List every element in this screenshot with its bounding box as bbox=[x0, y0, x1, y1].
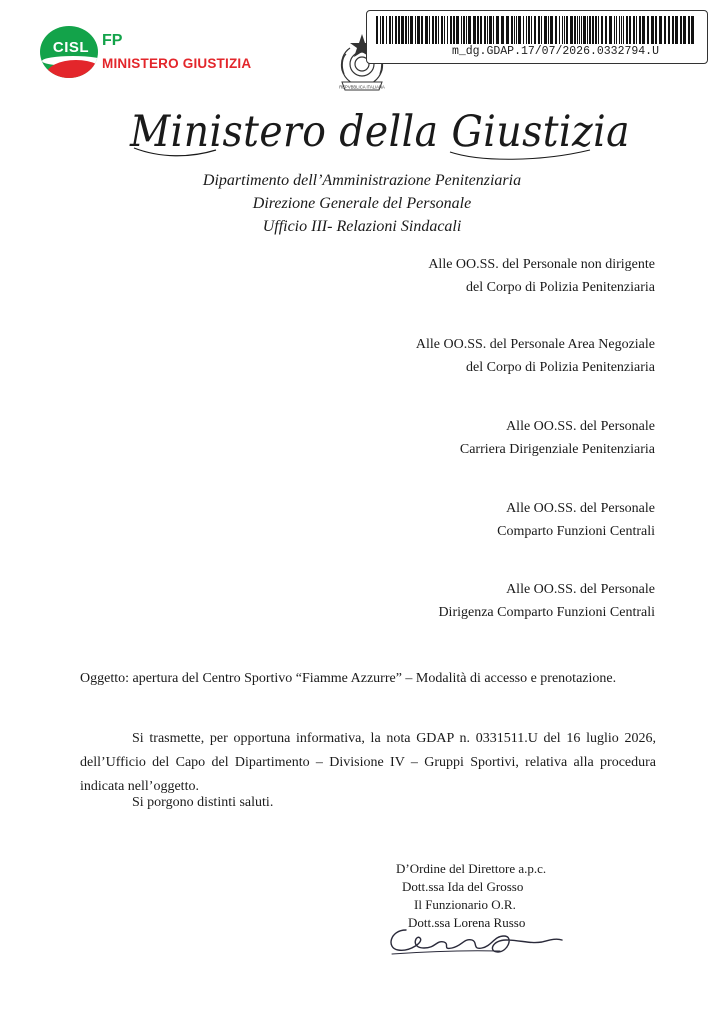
recipient-line: Comparto Funzioni Centrali bbox=[497, 524, 655, 539]
barcode-bar bbox=[392, 16, 393, 44]
barcode-bar bbox=[621, 16, 622, 44]
barcode-bar bbox=[579, 16, 580, 44]
fp-label: FP bbox=[102, 32, 123, 49]
signature-role: Il Funzionario O.R. bbox=[414, 897, 516, 912]
barcode-bar bbox=[534, 16, 536, 44]
recipient-block bbox=[438, 578, 655, 624]
recipient-line: Alle OO.SS. del Personale bbox=[506, 582, 655, 597]
barcode-bar bbox=[398, 16, 400, 44]
barcode-bar bbox=[461, 16, 462, 44]
barcode-bar bbox=[614, 16, 615, 44]
barcode-bar bbox=[516, 16, 517, 44]
recipient-line: Alle OO.SS. del Personale bbox=[506, 501, 655, 516]
recipient-line: del Corpo di Polizia Penitenziaria bbox=[466, 280, 655, 295]
barcode-bar bbox=[473, 16, 476, 44]
barcode-bar bbox=[415, 16, 416, 44]
barcode-bar bbox=[518, 16, 521, 44]
signature-director-name: Dott.ssa Ida del Grosso bbox=[402, 879, 524, 894]
barcode-bar bbox=[601, 16, 603, 44]
barcode-bar bbox=[639, 16, 641, 44]
barcode-bar bbox=[675, 16, 678, 44]
barcode-bar bbox=[636, 16, 637, 44]
barcode-bar bbox=[564, 16, 565, 44]
barcode-bar bbox=[514, 16, 515, 44]
ministry-title-text: Ministero della Giustizia bbox=[129, 107, 630, 157]
barcode-bar bbox=[386, 16, 387, 44]
barcode-bar bbox=[468, 16, 471, 44]
barcode-bar bbox=[659, 16, 662, 44]
barcode-bar bbox=[463, 16, 465, 44]
cisl-fp-logo bbox=[40, 26, 270, 82]
barcode-bar bbox=[421, 16, 423, 44]
barcode-bar bbox=[566, 16, 568, 44]
recipient-line: Alle OO.SS. del Personale bbox=[506, 419, 655, 434]
barcode-bar bbox=[559, 16, 560, 44]
barcode-bar bbox=[493, 16, 494, 44]
cisl-logo-text: CISL bbox=[52, 39, 90, 56]
barcode-bar bbox=[408, 16, 409, 44]
barcode-bar bbox=[438, 16, 439, 44]
ministry-title bbox=[120, 100, 640, 170]
protocol-number: m_dg.GDAP.17/07/2026.0332794.U bbox=[451, 45, 659, 58]
signature-order-line: D’Ordine del Direttore a.p.c. bbox=[396, 861, 547, 876]
barcode-bar bbox=[550, 16, 553, 44]
barcode-bar bbox=[417, 16, 420, 44]
barcode-bar bbox=[655, 16, 657, 44]
barcode-bar bbox=[577, 16, 578, 44]
barcode-icon bbox=[376, 16, 698, 44]
barcode-bar bbox=[647, 16, 649, 44]
barcode-bar bbox=[447, 16, 448, 44]
barcode-bar bbox=[487, 16, 488, 44]
recipient-block bbox=[497, 497, 655, 543]
closing-greeting: Si porgono distinti saluti. bbox=[132, 795, 274, 810]
barcode-bar bbox=[410, 16, 413, 44]
recipient-line: del Corpo di Polizia Penitenziaria bbox=[466, 360, 655, 375]
barcode-bar bbox=[523, 16, 524, 44]
barcode-bar bbox=[672, 16, 674, 44]
barcode-bar bbox=[441, 16, 443, 44]
recipient-block bbox=[416, 333, 655, 379]
barcode-bar bbox=[581, 16, 582, 44]
signature-officer-name: Dott.ssa Lorena Russo bbox=[408, 915, 526, 930]
cisl-logo-oval bbox=[40, 26, 98, 78]
barcode-bar bbox=[683, 16, 686, 44]
barcode-bar bbox=[453, 16, 455, 44]
barcode-bar bbox=[480, 16, 482, 44]
direction-name: Direzione Generale del Personale bbox=[252, 195, 472, 212]
barcode-bar bbox=[489, 16, 492, 44]
barcode-bar bbox=[395, 16, 397, 44]
barcode-bar bbox=[589, 16, 591, 44]
recipient-line: Alle OO.SS. del Personale non dirigente bbox=[428, 257, 655, 272]
barcode-bar bbox=[435, 16, 437, 44]
subject-label: Oggetto: bbox=[80, 671, 129, 686]
barcode-bar bbox=[477, 16, 479, 44]
barcode-bar bbox=[555, 16, 557, 44]
handwritten-signature bbox=[380, 918, 570, 962]
barcode-bar bbox=[429, 16, 430, 44]
barcode-bar bbox=[501, 16, 504, 44]
barcode-bar bbox=[425, 16, 428, 44]
barcode-bar bbox=[511, 16, 513, 44]
barcode-bar bbox=[401, 16, 404, 44]
barcode-bar bbox=[466, 16, 467, 44]
barcode-bar bbox=[382, 16, 384, 44]
barcode-bar bbox=[680, 16, 682, 44]
barcode-bar bbox=[456, 16, 459, 44]
barcode-bar bbox=[587, 16, 588, 44]
barcode-bar bbox=[598, 16, 599, 44]
barcode-bar bbox=[583, 16, 586, 44]
barcode-bar bbox=[544, 16, 547, 44]
barcode-bar bbox=[450, 16, 452, 44]
barcode-bar bbox=[629, 16, 631, 44]
barcode-bar bbox=[664, 16, 666, 44]
department-name: Dipartimento dell’Amministrazione Penitenziaria bbox=[202, 172, 522, 189]
barcode-bar bbox=[633, 16, 635, 44]
svg-text:REPVBBLICA ITALIANA: REPVBBLICA ITALIANA bbox=[339, 84, 385, 90]
barcode-bar bbox=[541, 16, 542, 44]
barcode-bar bbox=[616, 16, 617, 44]
barcode-bar bbox=[389, 16, 391, 44]
barcode-bar bbox=[506, 16, 509, 44]
barcode-bar bbox=[651, 16, 654, 44]
recipient-line: Carriera Dirigenziale Penitenziaria bbox=[459, 442, 655, 457]
barcode-bar bbox=[528, 16, 530, 44]
barcode-bar bbox=[526, 16, 527, 44]
barcode-bar bbox=[595, 16, 597, 44]
recipient-line: Alle OO.SS. del Personale Area Negoziale bbox=[415, 337, 655, 352]
barcode-bar bbox=[484, 16, 486, 44]
barcode-bar bbox=[609, 16, 612, 44]
ministero-giustizia-label: MINISTERO GIUSTIZIA bbox=[102, 56, 252, 71]
recipient-block bbox=[460, 415, 655, 461]
barcode-bar bbox=[531, 16, 532, 44]
barcode-bar bbox=[548, 16, 549, 44]
barcode-bar bbox=[444, 16, 445, 44]
protocol-stamp bbox=[366, 10, 708, 64]
recipient-line: Dirigenza Comparto Funzioni Centrali bbox=[438, 605, 655, 620]
barcode-bar bbox=[574, 16, 576, 44]
office-name: Ufficio III- Relazioni Sindacali bbox=[262, 218, 462, 235]
barcode-bar bbox=[668, 16, 670, 44]
body-paragraph: Si trasmette, per opportuna informativa, la nota GDAP n. 0331511.U del 16 luglio 2026, dell’Ufficio del Capo del Dipartimento – Divisione IV – Gruppi Sportivi, relativa alla procedura indicata nell’oggetto. bbox=[80, 731, 656, 794]
barcode-bar bbox=[376, 16, 378, 44]
subject-text: apertura del Centro Sportivo “Fiamme Azzurre” – Modalità di accesso e prenotazione. bbox=[132, 671, 617, 686]
barcode-bar bbox=[626, 16, 628, 44]
barcode-bar bbox=[570, 16, 573, 44]
subject-line bbox=[80, 668, 656, 689]
barcode-bar bbox=[605, 16, 607, 44]
barcode-bar bbox=[405, 16, 407, 44]
barcode-bar bbox=[592, 16, 594, 44]
barcode-bar bbox=[619, 16, 620, 44]
barcode-bar bbox=[538, 16, 540, 44]
barcode-bar bbox=[642, 16, 645, 44]
barcode-bar bbox=[380, 16, 381, 44]
barcode-bar bbox=[691, 16, 694, 44]
barcode-bar bbox=[562, 16, 563, 44]
barcode-bar bbox=[432, 16, 434, 44]
recipient-block bbox=[428, 253, 655, 299]
barcode-bar bbox=[496, 16, 499, 44]
barcode-bar bbox=[623, 16, 624, 44]
barcode-bar bbox=[688, 16, 690, 44]
